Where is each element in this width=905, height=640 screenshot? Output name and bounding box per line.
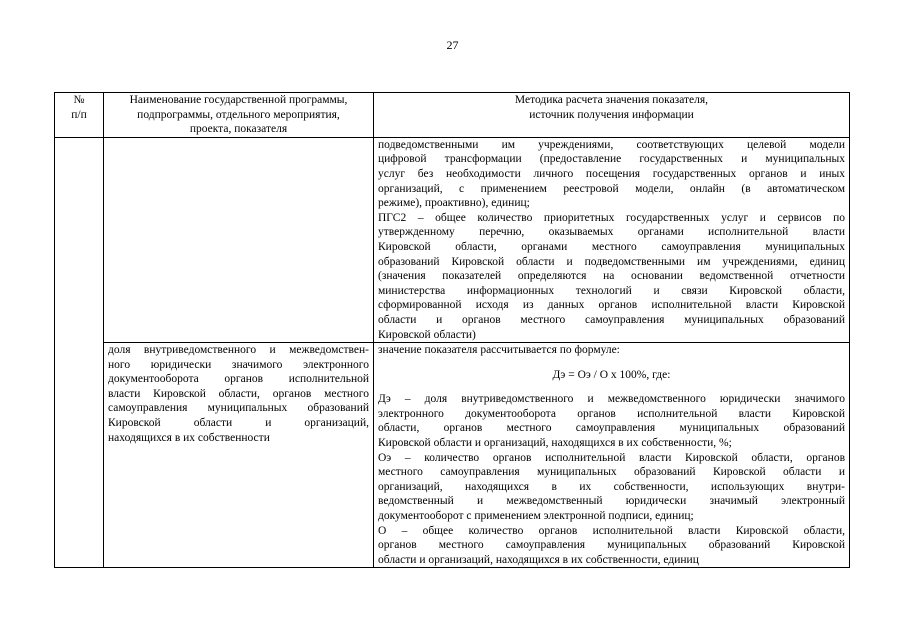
- name-line: доля внутриведомственного и межведомствен-: [108, 344, 369, 357]
- header-name-line: проекта, показателя: [189, 123, 288, 136]
- table-header-row: [55, 93, 850, 138]
- method-line: режиме), проактивно), единиц;: [378, 197, 530, 210]
- header-number-line: №: [73, 94, 85, 106]
- method-line: сформированной исходя из данных органов исполнительной власти Кировской: [378, 299, 845, 312]
- header-method-line: источник получения информации: [529, 108, 694, 121]
- table-row: [55, 137, 850, 342]
- name-line: находящихся в их собственности: [108, 431, 270, 444]
- method-line: области, органов местного самоуправления муниципальных образований: [378, 422, 845, 435]
- method-line: (значения показателей определяются на основании ведомственной отчетности: [378, 270, 845, 283]
- header-method: [374, 93, 850, 138]
- formula-intro: значение показателя рассчитывается по формуле:: [378, 344, 620, 357]
- method-line: Кировской области и организаций, находящихся в их собственности, %;: [378, 437, 732, 450]
- indicator-table: [54, 92, 850, 568]
- row-number-cell: [55, 137, 104, 568]
- method-line: организаций, находящихся в их собственности, использующих внутри-: [378, 480, 845, 493]
- method-line: местного самоуправления муниципальных образований Кировской области и: [378, 466, 845, 479]
- method-line: электронного документооборота органов исполнительной власти Кировской: [378, 407, 845, 420]
- name-line: ного юридически значимого электронного: [108, 358, 369, 371]
- method-line: организаций, с применением реестровой модели, онлайн (в автоматическом: [378, 182, 845, 195]
- table-row: [55, 343, 850, 568]
- header-method-line: Методика расчета значения показателя,: [514, 94, 709, 106]
- method-line: органов местного самоуправления муниципальных образований Кировской: [378, 539, 845, 552]
- formula: Дэ = Оэ / О х 100%, где:: [552, 368, 671, 381]
- row1-name-cell: [104, 137, 374, 342]
- method-line: О – общее количество органов исполнительной власти Кировской области,: [378, 524, 845, 537]
- row1-method-cell: [374, 137, 850, 342]
- method-line: услуг без необходимости личного посещения государственных органов и иных: [378, 167, 845, 180]
- method-line: министерства информационных технологий и связи Кировской области,: [378, 284, 845, 297]
- name-line: самоуправления муниципальных образований: [108, 402, 369, 415]
- name-line: Кировской области и организаций,: [108, 417, 369, 430]
- method-line: цифровой трансформации (предоставление государственных и муниципальных: [378, 153, 845, 166]
- row2-name-cell: [104, 343, 374, 568]
- method-line: области и органов местного самоуправления муниципальных образований: [378, 313, 845, 326]
- header-number-line: п/п: [71, 108, 87, 121]
- row2-method-cell: [374, 343, 850, 568]
- header-name: [104, 93, 374, 138]
- name-line: власти Кировской области, органов местного: [108, 387, 369, 400]
- method-line: подведомственными им учреждениями, соответствующих целевой модели: [378, 138, 845, 151]
- method-line: Дэ – доля внутриведомственного и межведомственного юридически значимого: [378, 393, 845, 406]
- method-line: Оэ – количество органов исполнительной власти Кировской области, органов: [378, 451, 845, 464]
- method-line: Кировской области): [378, 328, 476, 341]
- method-line: области и организаций, находящихся в их собственности, единиц: [378, 553, 699, 566]
- header-name-line: Наименование государственной программы,: [129, 94, 348, 106]
- method-line: ведомственный и межведомственный юридически значимый электронный: [378, 495, 845, 508]
- method-line: документооборот с применением электронной подписи, единиц;: [378, 510, 694, 523]
- page-number: 27: [446, 38, 459, 52]
- method-line: утвержденному перечню, оказываемых органами исполнительной власти: [378, 226, 845, 239]
- name-line: документооборота органов исполнительной: [108, 373, 369, 386]
- method-line: образований Кировской области и подведомственными им учреждениями, единиц: [378, 255, 845, 268]
- method-line: Кировской области, органами местного самоуправления муниципальных: [378, 240, 845, 253]
- header-number: [55, 93, 104, 138]
- header-name-line: подпрограммы, отдельного мероприятия,: [137, 108, 340, 121]
- method-line: ПГС2 – общее количество приоритетных государственных услуг и сервисов по: [378, 211, 845, 224]
